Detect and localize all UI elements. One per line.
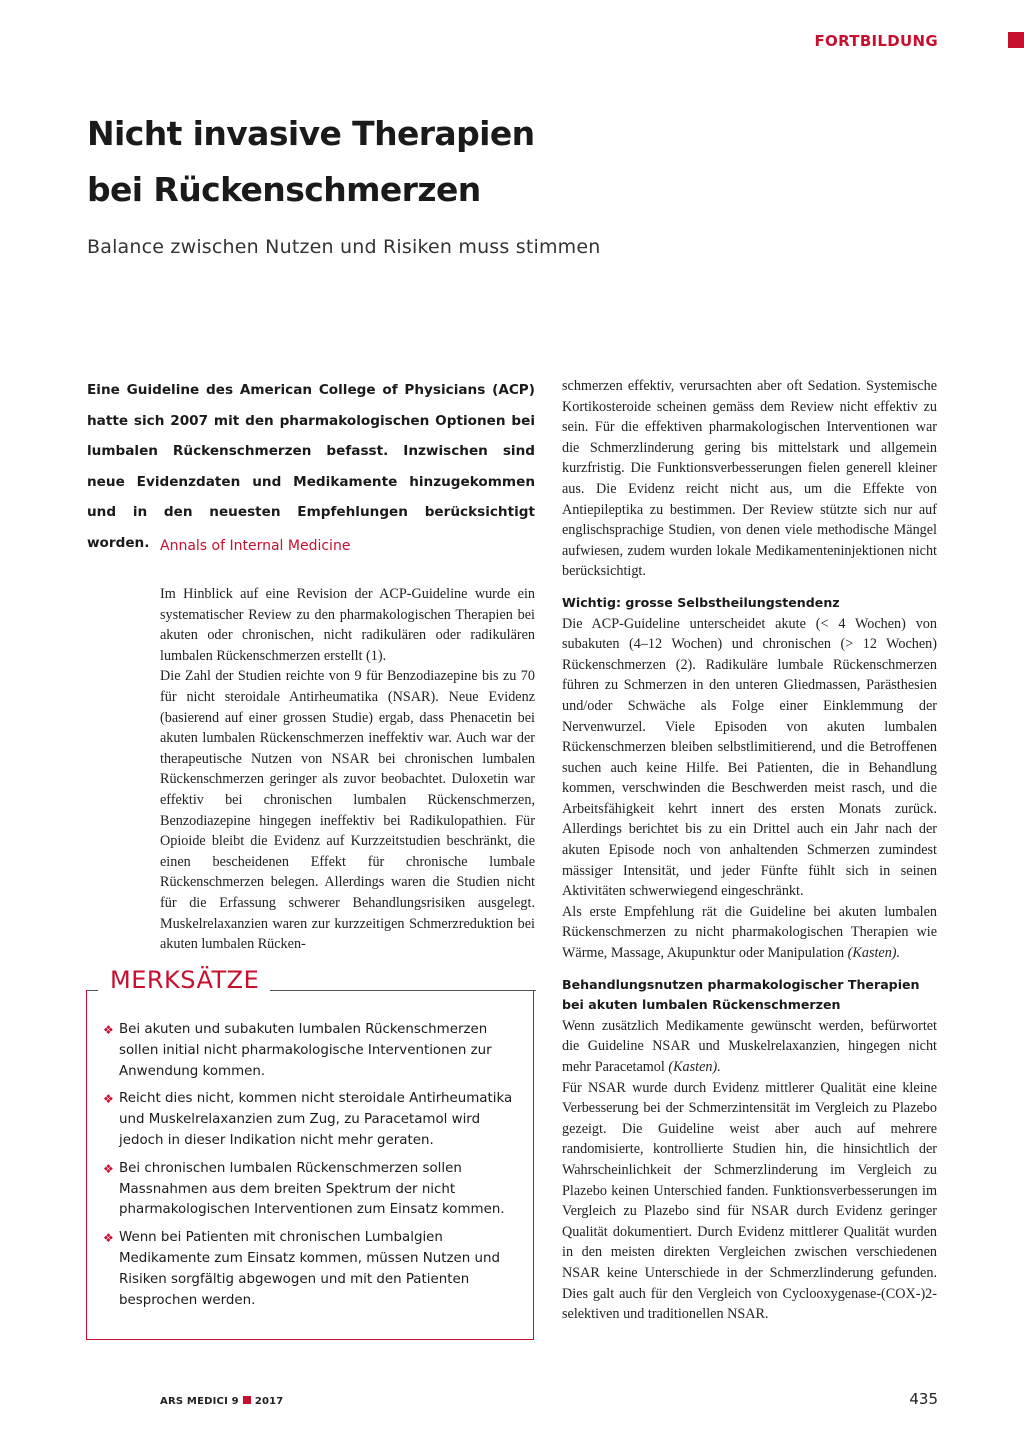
diamond-bullet-icon: ❖: [103, 1023, 114, 1037]
left-paragraph-2: Die Zahl der Studien reichte von 9 für Benzodiazepine bis zu 70 für nicht steroidale Antirheumatika (NSAR). Neue Evidenz (basierend auf einer grossen Studie) ergab, dass Phenacetin bei akuten lumbalen Rückenschmerzen ineffektiv war. Auch war der therapeutische Nutzen von NSAR bei chronischen lumbalen Rückenschmerzen geringer als zuvor beobachtet. Duloxetin war effektiv bei chronischen lumbalen Rückenschmerzen, Benzodiazepine hingegen ineffektiv bei Radikulopathien. Für Opioide bleibt die Evidenz auf Kurzzeitstudien beschränkt, die einen bescheidenen Effekt für chronische lumbale Rückenschmerzen belegen. Allerdings waren die Studien nicht für die Erfassung schwerer Behandlungsrisiken ausgelegt. Muskelrelaxanzien waren zur kurzzeitigen Schmerzreduktion bei akuten lumbalen Rücken-: [160, 668, 535, 953]
title-line-1: Nicht invasive Therapien: [87, 114, 535, 153]
section-tag: FORTBILDUNG: [814, 32, 938, 50]
right-paragraph-4: [562, 1016, 937, 1078]
diamond-bullet-icon: ❖: [103, 1231, 114, 1246]
diamond-bullet-icon: ❖: [103, 1161, 114, 1176]
right-column: [562, 376, 937, 1325]
merksaetze-list: [103, 1020, 523, 1318]
right-paragraph-1: schmerzen effektiv, verursachten aber oft Sedation. Systemische Kortikosteroide scheinen gemäss dem Review nicht effektiv zu sein. Für die effektiven pharmakologischen Interventionen war die Schmerzlinderung gering bis mittelstark und allgemein kurzfristig. Die Funktionsverbesserungen fielen generell kleiner aus. Die Evidenz reicht nicht aus, um die Effekte von Antiepileptika zu bestimmen. Der Review stützte sich nur auf englischsprachige Studien, von denen viele methodische Mängel aufwiesen, zudem wurden lokale Medikamenteninjektionen nicht berücksichtigt.: [562, 378, 937, 580]
right-paragraph-3-text: Als erste Empfehlung rät die Guideline bei akuten lumbalen Rückenschmerzen zu nicht pharmakologischen Therapien wie Wärme, Massage, Akupunktur oder Manipulation: [562, 903, 937, 962]
merksaetze-box: [86, 990, 534, 1340]
kasten-ref-1: (Kasten).: [847, 945, 901, 962]
article-subtitle: Balance zwischen Nutzen und Risiken muss stimmen: [87, 236, 601, 258]
journal-year: 2017: [254, 1396, 284, 1407]
right-paragraph-3: [562, 902, 937, 964]
merksatz-item: [103, 1089, 523, 1151]
subheading-selbstheilung: Wichtig: grosse Selbstheilungstendenz: [562, 594, 840, 610]
merksatz-item: [103, 1228, 523, 1311]
footer-journal: [160, 1396, 283, 1407]
merksatz-text: Bei chronischen lumbalen Rückenschmerzen sollen Massnahmen aus dem breiten Spektrum der nicht pharmakologischen Interventionen zum Einsatz kommen.: [119, 1160, 505, 1218]
section-square-icon: [1008, 32, 1024, 48]
source-label: Annals of Internal Medicine: [160, 538, 351, 554]
merksatz-text: Bei akuten und subakuten lumbalen Rückenschmerzen sollen initial nicht pharmakologische Interventionen zur Anwendung kommen.: [119, 1022, 492, 1079]
right-paragraph-2: Die ACP-Guideline unterscheidet akute (< 4 Wochen) von subakuten (4–12 Wochen) und chronischen (> 12 Wochen) Rückenschmerzen (2). Radikuläre lumbale Rückenschmerzen führen zu Schmerzen in den unteren Gliedmassen, Parästhesien und/oder Schwäche als Folge einer Einklemmung der Nervenwurzel. Viele Episoden von akuten lumbalen Rückenschmerzen bleiben selbstlimitierend, und die Betroffenen suchen auch keine Hilfe. Bei Patienten, die in Behandlung kommen, verschwinden die Beschwerden meist rasch, und die Arbeitsfähigkeit kehrt innert des ersten Monats zurück. Allerdings berichtet bis zu ein Drittel auch ein Jahr nach der akuten Episode noch von anhaltenden Schmerzen zumindest mässiger Intensität, und jeder Fünfte fühlt sich in seinen Aktivitäten schwerwiegend eingeschränkt.: [562, 615, 937, 900]
merksatz-text: Reicht dies nicht, kommen nicht steroidale Antirheumatika und Muskelrelaxanzien zum Zug, zu Paracetamol wird jedoch in dieser Indikation nicht mehr geraten.: [119, 1091, 513, 1148]
merksaetze-title: MERKSÄTZE: [104, 966, 265, 994]
kasten-ref-2: (Kasten).: [668, 1059, 721, 1075]
subheading-behandlungsnutzen: Behandlungsnutzen pharmakologischer Therapien bei akuten lumbalen Rückenschmerzen: [562, 976, 920, 1013]
merksatz-item: [103, 1020, 523, 1082]
right-paragraph-5: Für NSAR wurde durch Evidenz mittlerer Qualität eine kleine Verbesserung bei der Schmerzintensität im Vergleich zu Plazebo gezeigt. Die Guideline weist aber auch auf mehrere randomisierte, kontrollierte Studien hin, die hinsichtlich der Wahrscheinlichkeit der Schmerzlinderung im Vergleich zu Plazebo keinen Unterschied fanden. Funktionsverbesserungen im Vergleich zu Plazebo sind für NSAR durch Evidenz geringer Qualität dokumentiert. Durch Evidenz mittlerer Qualität wurden in den meisten direkten Vergleichen zwischen verschiedenen NSAR keine Unterschiede in der Schmerzlinderung gefunden. Dies galt auch für den Vergleich von Cyclooxygenase-(COX-)2-selektiven und traditionellen NSAR.: [562, 1079, 937, 1323]
footer-square-icon: [243, 1396, 251, 1404]
page-number: 435: [909, 1390, 938, 1408]
left-paragraph-1: Im Hinblick auf eine Revision der ACP-Guideline wurde ein systematischer Review zu den pharmakologischen Therapien bei akuten oder chronischen, nicht radikulären oder radikulären lumbalen Rückenschmerzen erstellt (1).: [160, 586, 535, 664]
journal-name: ARS MEDICI 9: [160, 1396, 239, 1407]
right-paragraph-4-text: Wenn zusätzlich Medikamente gewünscht werden, befürwortet die Guideline NSAR und Muskelrelaxanzien, hingegen nicht mehr Paracetamol: [562, 1017, 937, 1075]
diamond-bullet-icon: ❖: [103, 1092, 114, 1107]
merksatz-item: [103, 1159, 523, 1221]
title-line-2: bei Rückenschmerzen: [87, 170, 481, 209]
lead-paragraph: Eine Guideline des American College of Physicians (ACP) hatte sich 2007 mit den pharmakologischen Optionen bei lumbalen Rückenschmerzen befasst. Inzwischen sind neue Evidenzdaten und Medikamente hinzugekommen und in den neuesten Empfehlungen berücksichtigt worden.: [87, 382, 535, 551]
article-title: [87, 106, 787, 218]
merksatz-text: Wenn bei Patienten mit chronischen Lumbalgien Medikamente zum Einsatz kommen, müssen Nutzen und Risiken sorgfältig abgewogen und mit den Patienten besprochen werden.: [119, 1230, 500, 1308]
left-column: [160, 584, 535, 955]
